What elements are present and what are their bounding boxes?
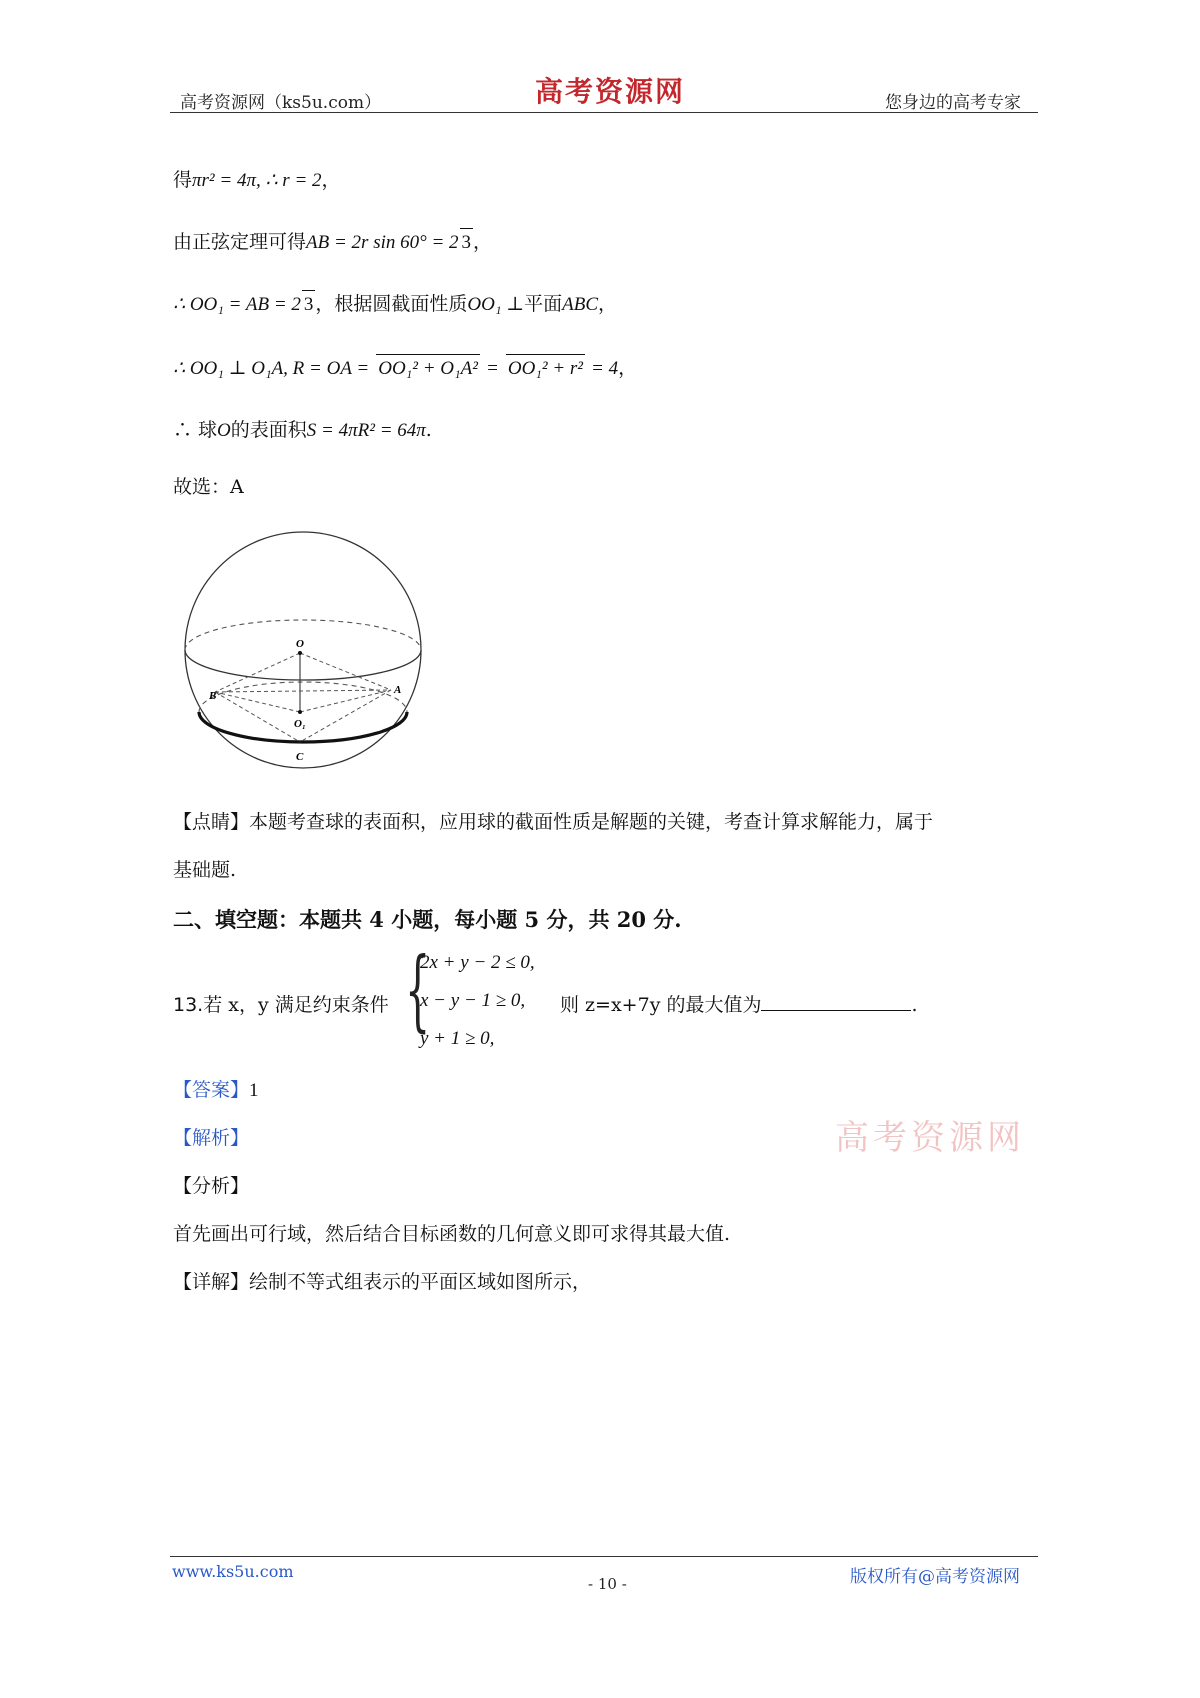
label-o1: O₁	[294, 718, 306, 730]
constraint-1: 2x + y − 2 ≤ 0,	[420, 952, 535, 973]
label-c: C	[296, 751, 304, 763]
footer-copyright: 版权所有@高考资源网	[850, 1567, 1020, 1587]
label-a: A	[394, 684, 402, 696]
solution-line-5: ∴ 球O的表面积S = 4πR² = 64π.	[173, 419, 432, 441]
q13-stem	[173, 990, 389, 1017]
q13-post: 则 z=x+7y 的最大值为 .	[560, 990, 918, 1017]
watermark: 高考资源网	[835, 1118, 1025, 1158]
solution-line-2: 由正弦定理可得AB = 2r sin 60° = 2 3 ，	[173, 228, 492, 257]
comment-line-2: 基础题.	[173, 859, 237, 881]
solution-line-3: ∴ OO₁ = AB = 2 3 ，根据圆截面性质OO₁ ⊥平面ABC，	[173, 290, 617, 319]
sub-analysis-label: 【分析】	[173, 1175, 250, 1197]
answer-blank	[761, 990, 911, 1011]
constraint-2: x − y − 1 ≥ 0,	[420, 990, 526, 1011]
comment-line-1: 【点睛】本题考查球的表面积，应用球的截面性质是解题的关键，考查计算求解能力，属于	[173, 811, 934, 833]
analysis-text: 首先画出可行域，然后结合目标函数的几何意义即可求得其最大值.	[173, 1223, 731, 1245]
solution-line-4: ∴ OO₁ ⊥ O₁A, R = OA = OO₁² + O₁A² = OO₁² + r² = 4，	[173, 354, 637, 383]
section-heading: 二、填空题：本题共 4 小题，每小题 5 分，共 20 分.	[173, 907, 682, 932]
answer-value: 1	[249, 1080, 259, 1101]
system-brace: {	[405, 938, 431, 1041]
solution-line-1: 得πr² = 4π, ∴ r = 2，	[173, 169, 341, 191]
analysis-label: 【解析】	[173, 1127, 250, 1149]
header-logo: 高考资源网	[535, 75, 686, 108]
detail-line: 【详解】绘制不等式组表示的平面区域如图所示，	[173, 1271, 592, 1293]
label-o: O	[296, 638, 304, 650]
header-right: 您身边的高考专家	[885, 93, 1021, 113]
answer-line	[173, 1076, 259, 1105]
sphere-figure	[175, 530, 435, 780]
constraint-3: y + 1 ≥ 0,	[420, 1028, 495, 1049]
q13-number: 13.	[173, 994, 204, 1016]
header-rule	[170, 112, 1038, 113]
header-left: 高考资源网（ks5u.com）	[180, 93, 382, 113]
footer-rule	[170, 1556, 1038, 1557]
page-number: - 10 -	[588, 1575, 627, 1593]
q13-pre: 若 x，y 满足约束条件	[203, 994, 389, 1016]
label-b: B	[209, 690, 217, 702]
footer-link[interactable]: www.ks5u.com	[172, 1562, 294, 1581]
answer-choice: 故选：A	[173, 476, 244, 498]
answer-label: 【答案】	[173, 1079, 250, 1101]
